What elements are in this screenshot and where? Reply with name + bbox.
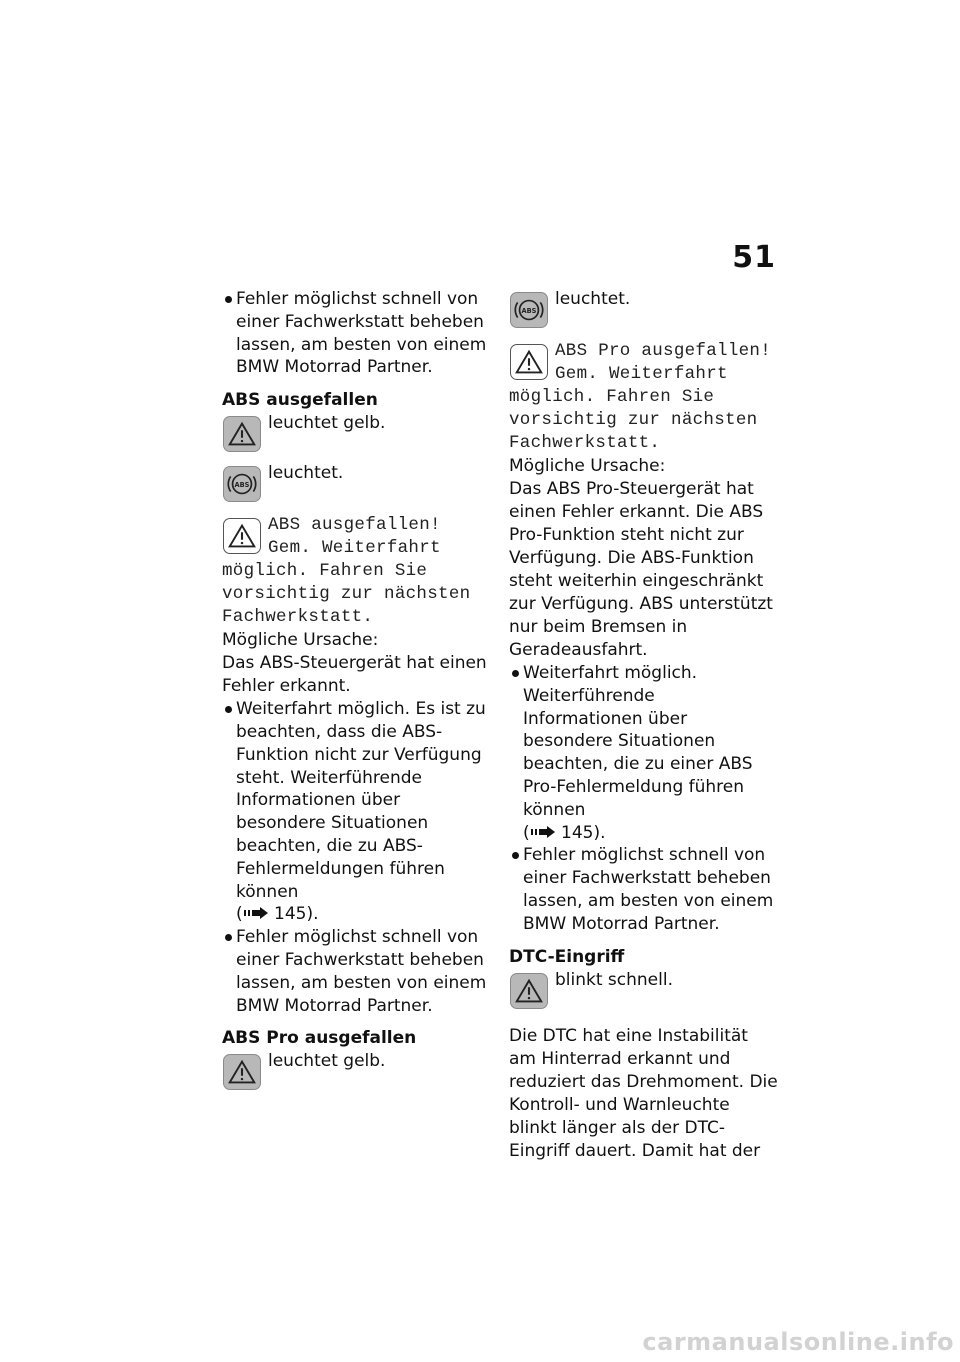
watermark: carmanualsonline.info: [642, 1328, 954, 1356]
warning-triangle-icon: [223, 416, 261, 452]
section-heading-dtc: DTC-Eingriff: [509, 946, 625, 967]
lamp-status-text: leuchtet gelb.: [268, 413, 386, 434]
display-message: ABS ausgefallen! Gem. Weiterfahrt möglich. Fahren Sie vorsichtig zur nächsten Fachwerkstatt.: [222, 515, 471, 628]
list-item: Weiterfahrt möglich. Weiterführende Informationen über besondere Situationen beachten, die zu einer ABS Pro-Fehlermeldung führen können ( 145).: [509, 662, 779, 844]
dtc-body-text: Die DTC hat eine Instabilität am Hinterrad erkannt und reduziert das Drehmoment. Die Kontroll- und Warnleuchte blinkt länger als der DTC-Eingriff dauert. Damit hat der: [509, 1025, 778, 1161]
right-column: [509, 288, 779, 1163]
list-item: Fehler möglichst schnell von einer Fachwerkstatt beheben lassen, am besten von einem BMW Motorrad Partner.: [509, 844, 779, 935]
abs-icon: [223, 466, 261, 502]
warning-triangle-icon: [223, 1054, 261, 1090]
warning-lamp-row: [222, 1050, 492, 1092]
list-item: Fehler möglichst schnell von einer Fachwerkstatt beheben lassen, am besten von einem BMW Motorrad Partner.: [222, 926, 492, 1017]
svg-text:ABS: ABS: [521, 306, 537, 315]
section-heading-abs-pro-failed: ABS Pro ausgefallen: [222, 1028, 417, 1049]
cause-label: Mögliche Ursache:: [509, 456, 666, 476]
cause-text: Das ABS-Steuergerät hat einen Fehler erkannt.: [222, 653, 487, 697]
cause-text: Das ABS Pro-Steuergerät hat einen Fehler erkannt. Die ABS Pro-Funktion steht nicht zur Verfügung. Die ABS-Funktion steht weiterhin eingeschränkt zur Verfügung. ABS unterstützt nur beim Bremsen in Geradeausfahrt.: [509, 479, 773, 660]
abs-lamp-row: [222, 462, 492, 504]
list-item: Fehler möglichst schnell von einer Fachwerkstatt beheben lassen, am besten von einem BMW Motorrad Partner.: [222, 288, 492, 379]
display-message-row: [222, 514, 492, 629]
display-message-row: [509, 340, 779, 455]
list-item: Weiterfahrt möglich. Es ist zu beachten, dass die ABS-Funktion nicht zur Verfügung steht. Weiterführende Informationen über besondere Situationen beachten, die zu ABS-Fehlermeldungen führen können ( 145).: [222, 698, 492, 926]
page-number: 51: [732, 240, 776, 275]
dtc-icon: [510, 973, 548, 1009]
reference-arrow-icon: [530, 822, 556, 845]
warning-triangle-icon: [223, 518, 261, 554]
page-reference[interactable]: 145).: [274, 904, 319, 925]
left-column: [222, 288, 492, 1092]
cause-label: Mögliche Ursache:: [222, 630, 379, 651]
lamp-status-text: blinkt schnell.: [555, 969, 673, 990]
abs-lamp-row: [509, 288, 779, 330]
page-reference[interactable]: 145).: [561, 822, 606, 843]
abs-icon: [510, 292, 548, 328]
reference-arrow-icon: [243, 903, 269, 926]
warning-triangle-icon: [510, 344, 548, 380]
svg-text:ABS: ABS: [234, 481, 250, 490]
dtc-lamp-row: [509, 969, 779, 1011]
display-message: ABS Pro ausgefallen! Gem. Weiterfahrt möglich. Fahren Sie vorsichtig zur nächsten Fachwerkstatt.: [509, 341, 772, 453]
lamp-status-text: leuchtet.: [268, 463, 344, 484]
lamp-status-text: leuchtet.: [555, 289, 631, 309]
warning-lamp-row: [222, 412, 492, 454]
section-heading-abs-failed: ABS ausgefallen: [222, 390, 378, 411]
lamp-status-text: leuchtet gelb.: [268, 1051, 386, 1072]
